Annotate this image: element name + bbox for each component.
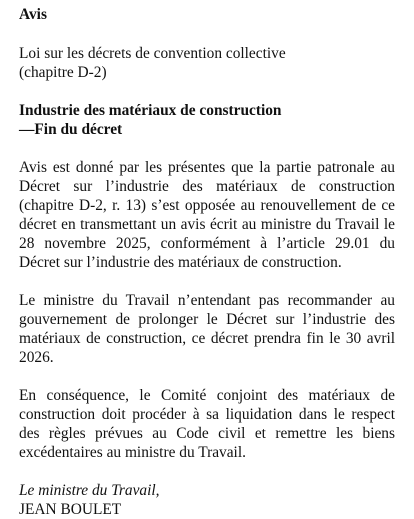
signature-title: Le ministre du Travail, bbox=[19, 482, 160, 499]
law-title-line: Loi sur les décrets de convention collective bbox=[19, 45, 286, 62]
signature-name: JEAN BOULET bbox=[19, 501, 122, 518]
section-title-line: Industrie des matériaux de construction bbox=[19, 102, 282, 119]
signature-block bbox=[19, 481, 395, 519]
notice-paragraph: Avis est donné par les présentes que la partie patronale au Décret sur l’industrie des matériaux de construction (chapitre D-2, r. 13) s’est opposée au renouvellement de ce décret en transmettant un avis écrit au ministre du Travail le 28 novembre 2025, conformément à l’article 29.01 du Décret sur l’industrie des matériaux de construction. bbox=[19, 159, 395, 271]
law-title bbox=[19, 44, 395, 82]
notice-header: Avis bbox=[19, 6, 47, 23]
notice-paragraph: En conséquence, le Comité conjoint des matériaux de construction doit procéder à sa liquidation dans le respect des règles prévues au Code civil et remettre les biens excédentaires au ministre du Travail. bbox=[19, 387, 395, 461]
section-subtitle-line: —Fin du décret bbox=[19, 121, 123, 138]
notice-paragraph: Le ministre du Travail n’entendant pas recommander au gouvernement de prolonger le Décret sur l’industrie des matériaux de construction, ce décret prendra fin le 30 avril 2026. bbox=[19, 292, 395, 366]
law-chapter-line: (chapitre D-2) bbox=[19, 64, 107, 81]
section-title bbox=[19, 101, 395, 139]
